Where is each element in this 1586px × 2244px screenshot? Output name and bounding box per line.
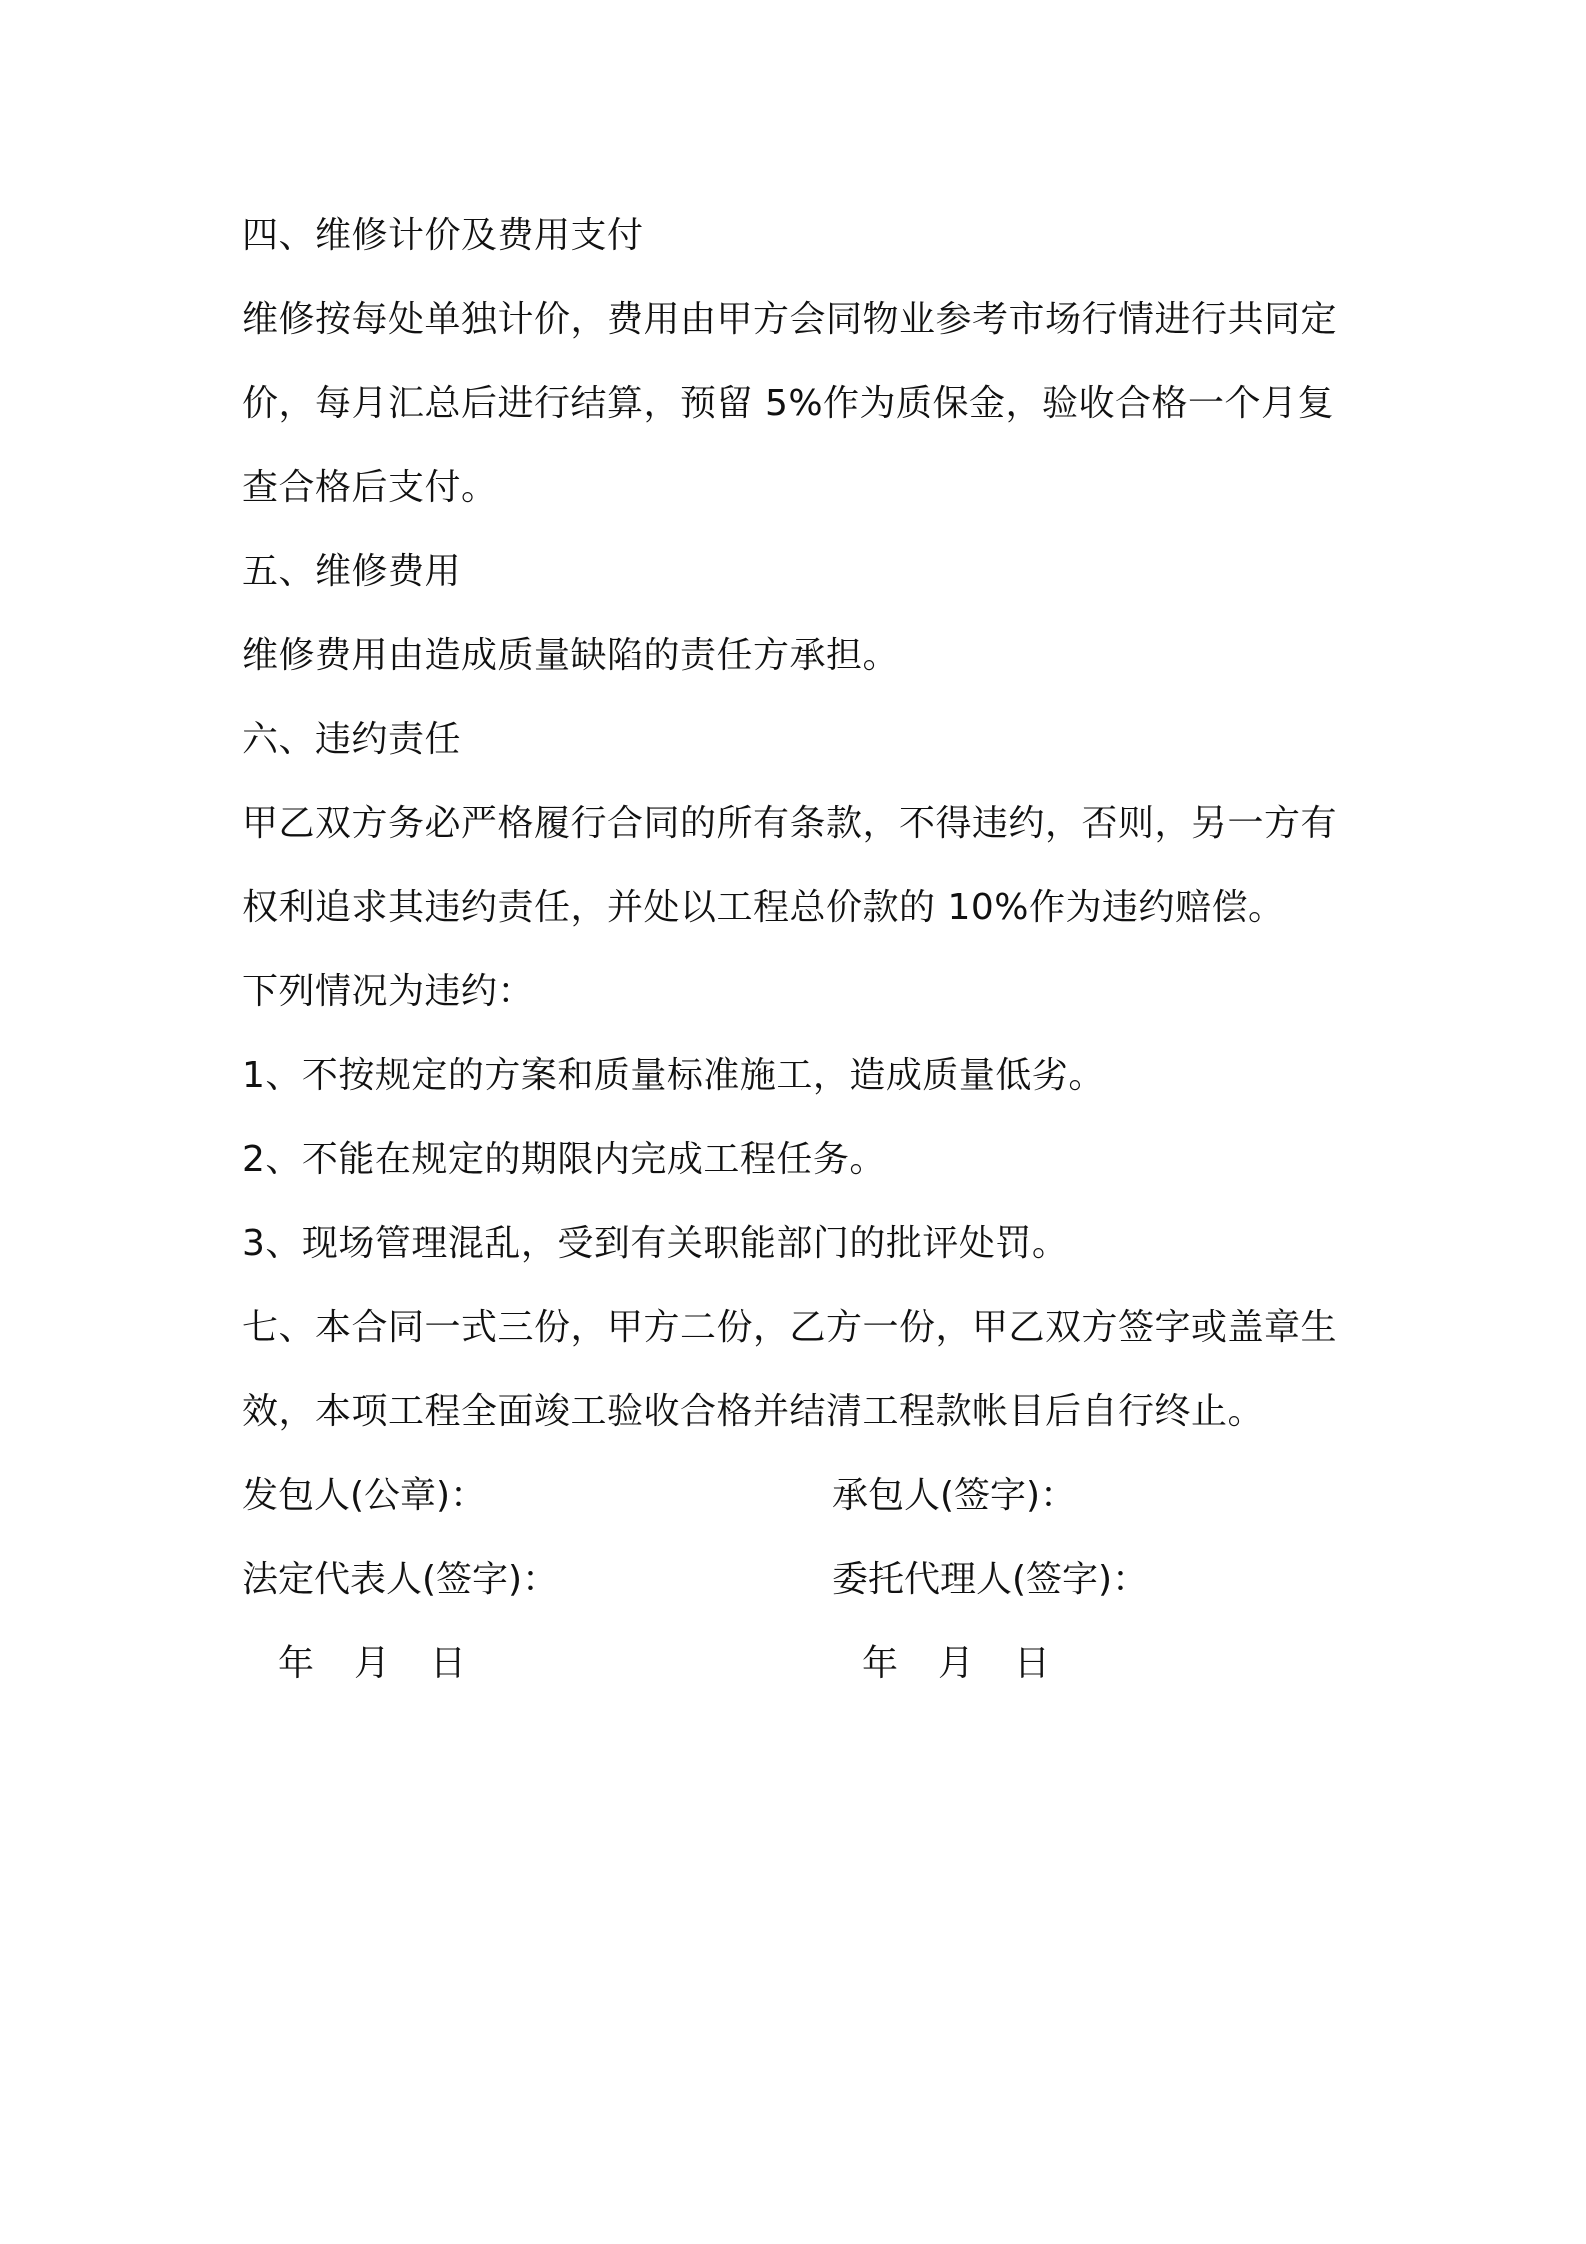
signature-row-2 xyxy=(242,1538,1362,1622)
section-5-title: 五、维修费用 xyxy=(242,551,462,592)
date-year: 年 xyxy=(278,1643,315,1684)
date-day: 日 xyxy=(430,1643,467,1684)
section-4-title: 四、维修计价及费用支付 xyxy=(242,215,644,256)
section-6-paragraph-line-2: 权利追求其违约责任，并处以工程总价款的 10%作为违约赔偿。 xyxy=(242,887,1285,928)
authorized-agent-label: 委托代理人(签字)： xyxy=(832,1559,1149,1600)
section-7-paragraph-line-1: 七、本合同一式三份，甲方二份，乙方一份，甲乙双方签字或盖章生 xyxy=(242,1307,1338,1348)
legal-representative-label: 法定代表人(签字)： xyxy=(242,1559,559,1600)
breach-list-item: 1、不按规定的方案和质量标准施工，造成质量低劣。 xyxy=(242,1055,1105,1096)
contractor-date xyxy=(832,1622,1090,1706)
section-4-paragraph-line-3: 查合格后支付。 xyxy=(242,467,498,508)
section-5-paragraph: 维修费用由造成质量缺陷的责任方承担。 xyxy=(242,635,900,676)
date-month: 月 xyxy=(938,1643,975,1684)
issuer-seal-label: 发包人(公章)： xyxy=(242,1475,487,1516)
breach-list-item: 2、不能在规定的期限内完成工程任务。 xyxy=(242,1139,886,1180)
signature-row-1 xyxy=(242,1454,1362,1538)
breach-list-intro: 下列情况为违约： xyxy=(242,971,535,1012)
contractor-signature-label: 承包人(签字)： xyxy=(832,1475,1077,1516)
date-day: 日 xyxy=(1014,1643,1051,1684)
section-4-paragraph-line-1: 维修按每处单独计价，费用由甲方会同物业参考市场行情进行共同定 xyxy=(242,299,1338,340)
section-4-paragraph-line-2: 价，每月汇总后进行结算，预留 5%作为质保金，验收合格一个月复 xyxy=(242,383,1335,424)
section-7-paragraph-line-2: 效，本项工程全面竣工验收合格并结清工程款帐目后自行终止。 xyxy=(242,1391,1265,1432)
breach-list-item: 3、现场管理混乱，受到有关职能部门的批评处罚。 xyxy=(242,1223,1069,1264)
date-month: 月 xyxy=(354,1643,391,1684)
date-year: 年 xyxy=(862,1643,899,1684)
date-row xyxy=(242,1622,1362,1706)
document-body xyxy=(242,194,1362,1706)
section-6-title: 六、违约责任 xyxy=(242,719,462,760)
section-6-paragraph-line-1: 甲乙双方务必严格履行合同的所有条款，不得违约，否则，另一方有 xyxy=(242,803,1338,844)
issuer-date xyxy=(242,1622,506,1706)
